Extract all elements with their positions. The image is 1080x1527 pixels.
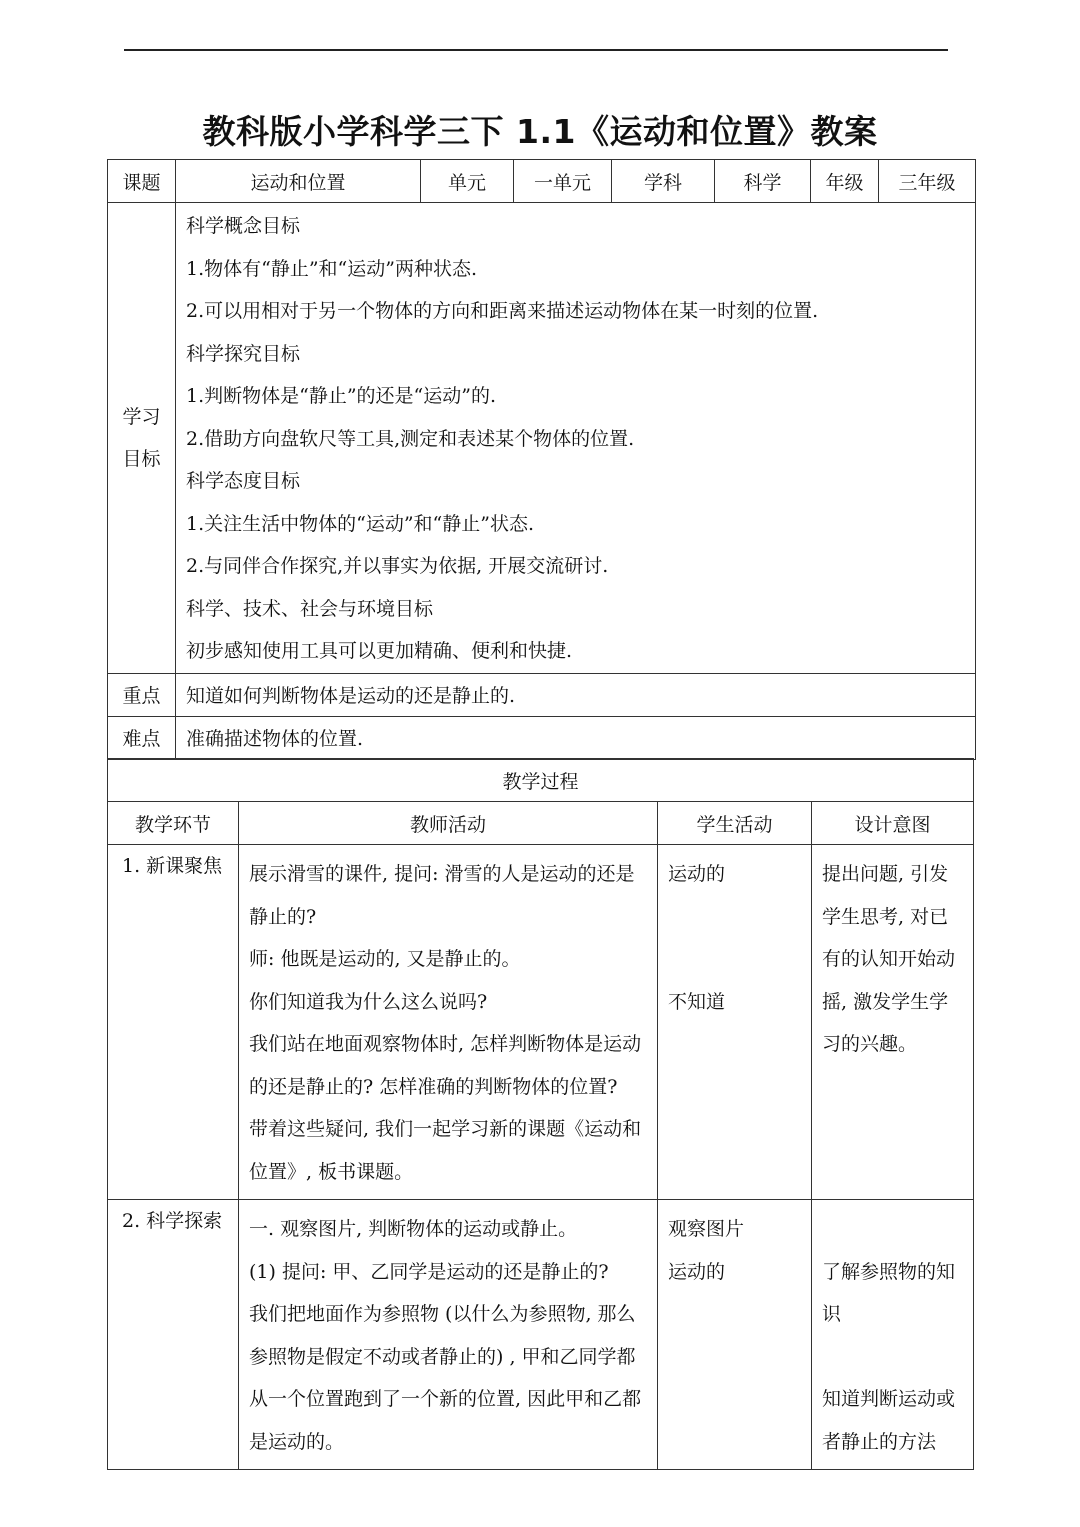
teacher-activity-cell: 一. 观察图片, 判断物体的运动或静止。 (1) 提问: 甲、乙同学是运动的还是静止的? 我们把地面作为参照物 (以什么为参照物, 那么 参照物是假定不动或者静止的) , 甲和乙同学都 从一个位置跑到了一个新的位置, 因此甲和乙都 是运动的。 xyxy=(239,1200,658,1470)
teaching-process-table xyxy=(107,758,974,1470)
header-stage: 教学环节 xyxy=(108,802,239,845)
header-student: 学生活动 xyxy=(658,802,812,845)
header-intent: 设计意图 xyxy=(812,802,974,845)
grade-value: 三年级 xyxy=(879,160,976,203)
stage-cell: 2. 科学探索 xyxy=(108,1200,239,1470)
lesson-info-table xyxy=(107,159,976,760)
teacher-activity-cell: 展示滑雪的课件, 提问: 滑雪的人是运动的还是 静止的? 师: 他既是运动的, 又是静止的。 你们知道我为什么这么说吗? 我们站在地面观察物体时, 怎样判断物体是运动 的还是静止的? 怎样准确的判断物体的位置? 带着这些疑问, 我们一起学习新的课题《运动和 位置》, 板书课题。 xyxy=(239,845,658,1200)
lesson-label: 课题 xyxy=(108,160,176,203)
table-row xyxy=(108,845,974,1200)
difficulty-text: 准确描述物体的位置. xyxy=(176,716,976,759)
objective-line: 科学探究目标 xyxy=(186,342,301,365)
header-rule xyxy=(124,49,948,51)
objective-line: 1.物体有“静止”和“运动”两种状态. xyxy=(186,257,478,280)
key-point-text: 知道如何判断物体是运动的还是静止的. xyxy=(176,673,976,716)
table-row xyxy=(108,1200,974,1470)
student-activity-cell: 运动的 不知道 xyxy=(658,845,812,1200)
subject-value: 科学 xyxy=(715,160,811,203)
subject-label: 学科 xyxy=(612,160,715,203)
lesson-value: 运动和位置 xyxy=(176,160,421,203)
document-title: 教科版小学科学三下 1.1《运动和位置》教案 xyxy=(202,112,878,151)
objectives-label: 学习 目标 xyxy=(108,203,176,674)
process-title: 教学过程 xyxy=(108,759,974,802)
header-teacher: 教师活动 xyxy=(239,802,658,845)
student-activity-cell: 观察图片 运动的 xyxy=(658,1200,812,1470)
grade-label: 年级 xyxy=(811,160,879,203)
objective-line: 1.关注生活中物体的“运动”和“静止”状态. xyxy=(186,512,535,535)
unit-value: 一单元 xyxy=(514,160,612,203)
objective-line: 科学、技术、社会与环境目标 xyxy=(186,597,434,620)
objective-line: 科学概念目标 xyxy=(186,215,301,237)
objective-line: 1.判断物体是“静止”的还是“运动”的. xyxy=(186,385,497,407)
objective-line: 2.借助方向盘软尺等工具,测定和表述某个物体的位置. xyxy=(186,427,635,450)
unit-label: 单元 xyxy=(421,160,514,203)
difficulty-label: 难点 xyxy=(108,716,176,759)
objective-line: 科学态度目标 xyxy=(186,470,301,492)
objective-line: 2.可以用相对于另一个物体的方向和距离来描述运动物体在某一时刻的位置. xyxy=(186,300,819,322)
stage-cell: 1. 新课聚焦 xyxy=(108,845,239,1200)
design-intent-cell: 了解参照物的知 识 知道判断运动或 者静止的方法 xyxy=(812,1200,974,1470)
key-point-label: 重点 xyxy=(108,673,176,716)
design-intent-cell: 提出问题, 引发 学生思考, 对已 有的认知开始动 摇, 激发学生学 习的兴趣。 xyxy=(812,845,974,1200)
objective-line: 初步感知使用工具可以更加精确、便利和快捷. xyxy=(186,640,573,662)
objectives-content xyxy=(176,203,976,674)
objective-line: 2.与同伴合作探究,并以事实为依据, 开展交流研讨. xyxy=(186,555,609,577)
